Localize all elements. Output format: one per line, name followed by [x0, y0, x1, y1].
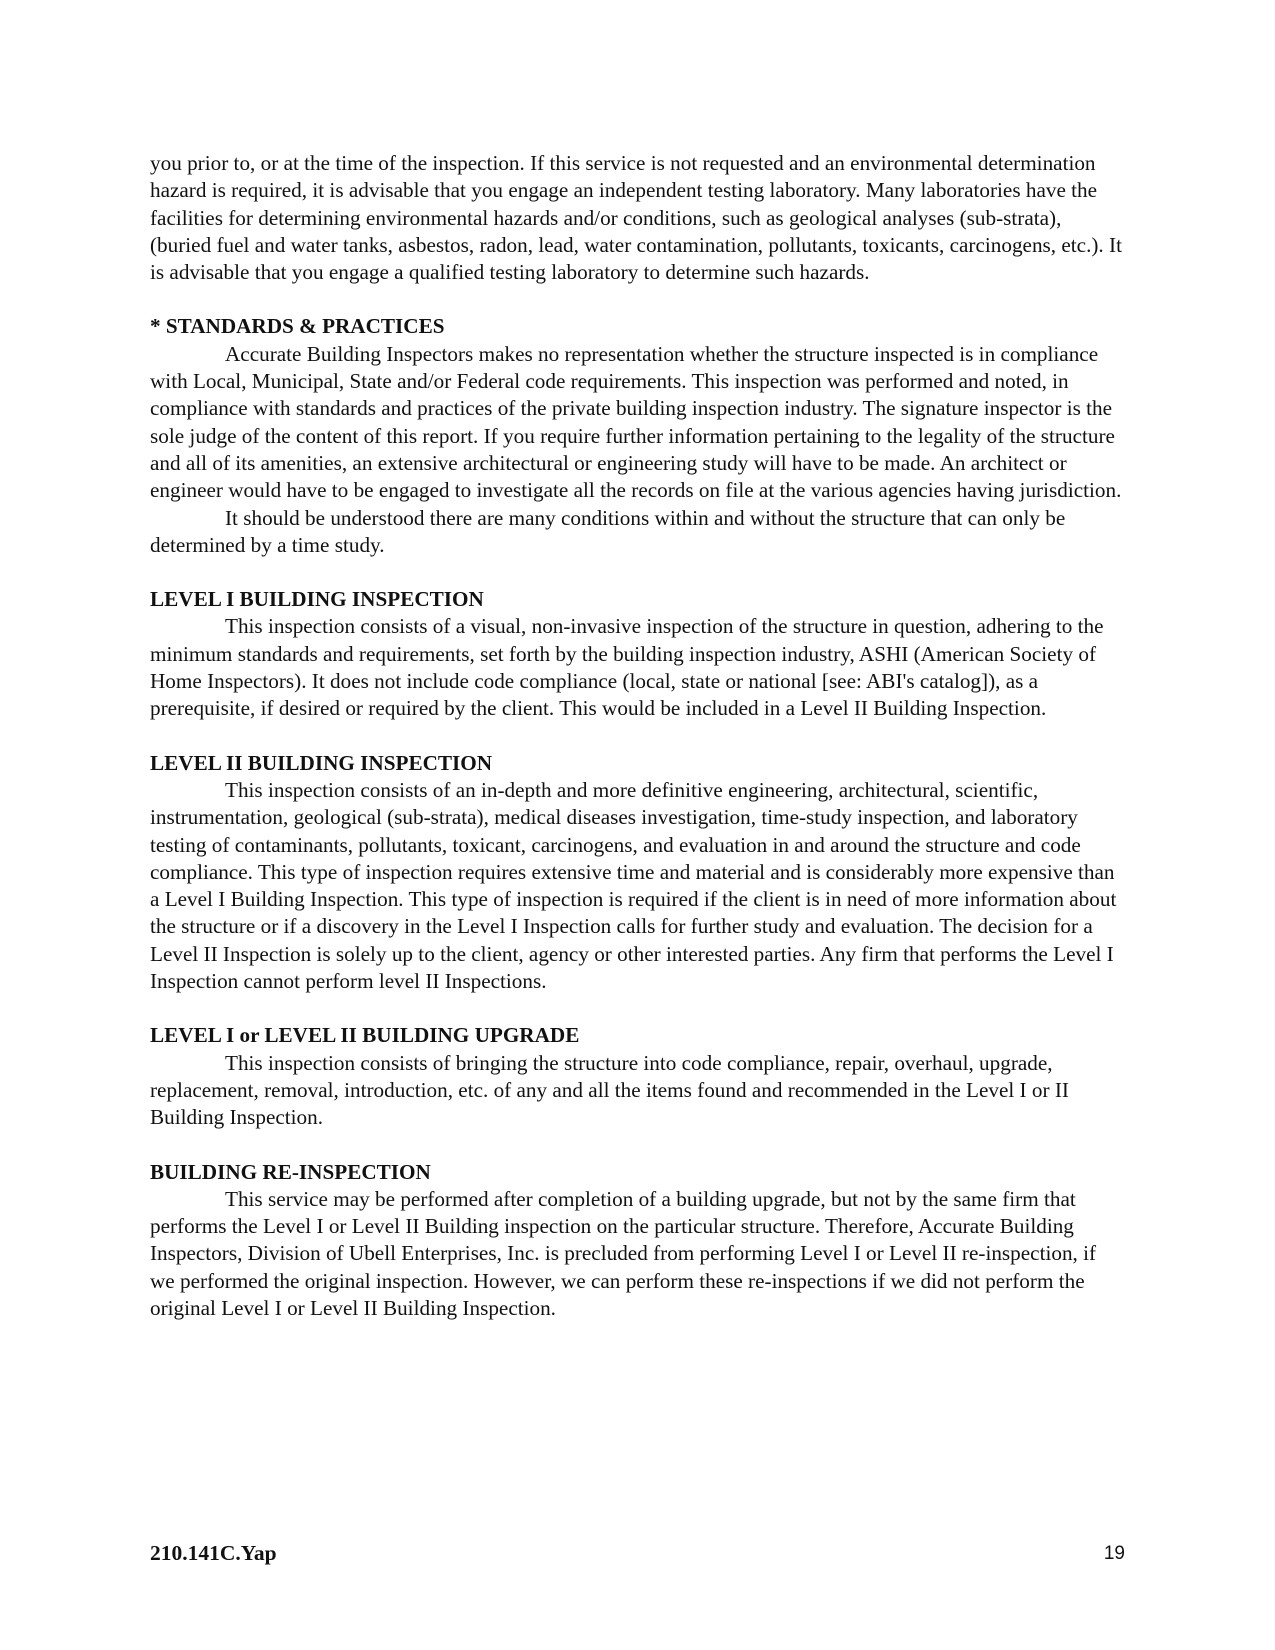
section-level-1-inspection: [150, 586, 1125, 722]
section-heading: LEVEL I or LEVEL II BUILDING UPGRADE: [150, 1023, 580, 1048]
section-heading: * STANDARDS & PRACTICES: [150, 314, 445, 339]
document-page: [150, 150, 1125, 1322]
section-heading: LEVEL II BUILDING INSPECTION: [150, 750, 493, 775]
section-building-reinspection: [150, 1159, 1125, 1323]
section-paragraph: This inspection consists of a visual, non-invasive inspection of the structure in question, adhering to the minimum standards and requirements, set forth by the building inspection industry, ASHI (American Society of Home Inspectors). It does not include code compliance (local, state or national [see: ABI's catalog]), as a prerequisite, if desired or required by the client. This would be included in a Level II Building Inspection.: [150, 614, 1104, 721]
section-paragraph: This inspection consists of bringing the structure into code compliance, repair, overhaul, upgrade, replacement, removal, introduction, etc. of any and all the items found and recommended in the Level I or II Building Inspection.: [150, 1050, 1069, 1130]
section-level-2-inspection: [150, 750, 1125, 996]
section-heading: LEVEL I BUILDING INSPECTION: [150, 587, 484, 612]
section-paragraph: It should be understood there are many conditions within and without the structure that can only be determined by a time study.: [150, 505, 1066, 557]
footer-document-id: 210.141C.Yap: [150, 1541, 277, 1565]
section-paragraph: This inspection consists of an in-depth and more definitive engineering, architectural, scientific, instrumentation, geological (sub-strata), medical diseases investigation, time-study inspection, and laboratory testing of contaminants, pollutants, toxicant, carcinogens, and evaluation in and around the structure and code compliance. This type of inspection requires extensive time and material and is considerably more expensive than a Level I Building Inspection. This type of inspection is required if the client is in need of more information about the structure or if a discovery in the Level I Inspection calls for further study and evaluation. The decision for a Level II Inspection is solely up to the client, agency or other interested parties. Any firm that performs the Level I Inspection cannot perform level II Inspections.: [150, 777, 1117, 994]
section-building-upgrade: [150, 1022, 1125, 1131]
footer-page-number: 19: [1103, 1543, 1125, 1564]
intro-paragraph: you prior to, or at the time of the inspection. If this service is not requested and an environmental determination hazard is required, it is advisable that you engage an independent testing laboratory. Many laboratories have the facilities for determining environmental hazards and/or conditions, such as geological analyses (sub-strata), (buried fuel and water tanks, asbestos, radon, lead, water contamination, pollutants, toxicants, carcinogens, etc.). It is advisable that you engage a qualified testing laboratory to determine such hazards.: [150, 151, 1122, 285]
section-paragraph: This service may be performed after completion of a building upgrade, but not by the same firm that performs the Level I or Level II Building inspection on the particular structure. Therefore, Accurate Building Inspectors, Division of Ubell Enterprises, Inc. is precluded from performing Level I or Level II re-inspection, if we performed the original inspection. However, we can perform these re-inspections if we did not perform the original Level I or Level II Building Inspection.: [150, 1186, 1097, 1320]
section-heading: BUILDING RE-INSPECTION: [150, 1159, 431, 1184]
section-standards-practices: [150, 313, 1125, 559]
section-paragraph: Accurate Building Inspectors makes no representation whether the structure inspected is in compliance with Local, Municipal, State and/or Federal code requirements. This inspection was performed and noted, in compliance with standards and practices of the private building inspection industry. The signature inspector is the sole judge of the content of this report. If you require further information pertaining to the legality of the structure and all of its amenities, an extensive architectural or engineering study will have to be made. An architect or engineer would have to be engaged to investigate all the records on file at the various agencies having jurisdiction.: [150, 341, 1122, 503]
